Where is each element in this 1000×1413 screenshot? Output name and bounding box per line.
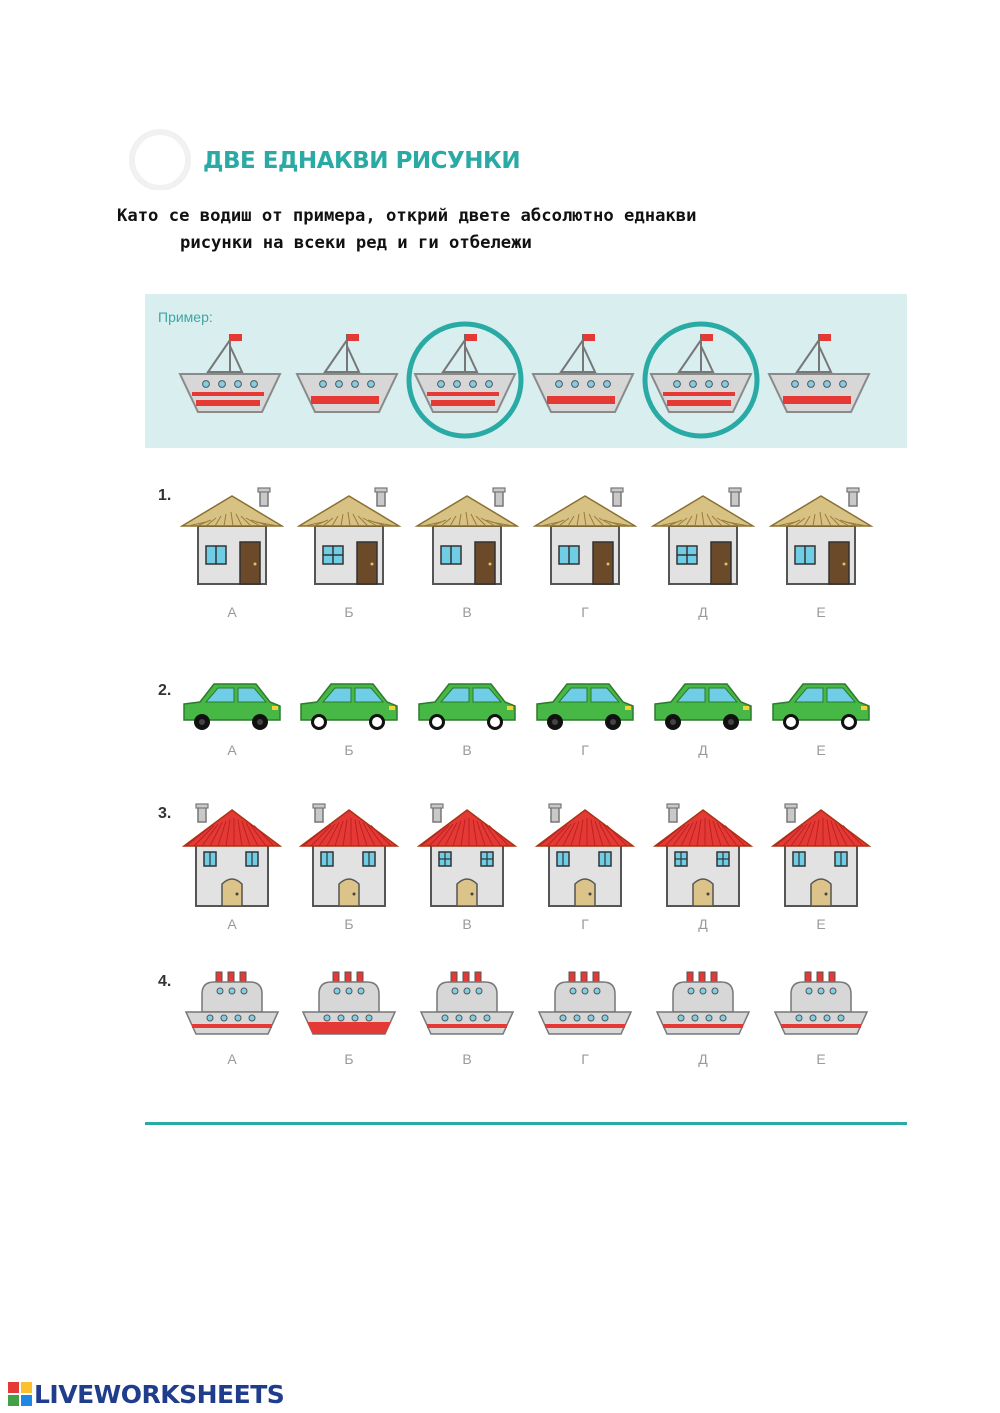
picture-option-4-2[interactable] (297, 966, 407, 1040)
option-letter: Б (344, 1051, 354, 1067)
row-number: 1. (158, 487, 172, 504)
picture-option-4-4[interactable] (533, 966, 643, 1040)
faded-logo-watermark (120, 120, 200, 190)
option-letter: Б (344, 742, 354, 758)
example-circle-mark (403, 318, 513, 442)
liveworksheets-logo (8, 1380, 284, 1412)
picture-option-1-2[interactable] (297, 484, 407, 588)
row-number: 2. (158, 682, 172, 699)
example-boat-2 (295, 326, 405, 426)
picture-option-1-6[interactable] (769, 484, 879, 588)
picture-option-1-5[interactable] (651, 484, 761, 588)
example-label: Пример: (158, 309, 213, 325)
option-letter: Г (581, 604, 589, 620)
picture-option-2-1[interactable] (180, 676, 290, 736)
picture-option-3-4[interactable] (533, 800, 643, 910)
picture-option-4-5[interactable] (651, 966, 761, 1040)
row-number: 3. (158, 805, 172, 822)
option-letter: Б (344, 916, 354, 932)
picture-option-4-1[interactable] (180, 966, 290, 1040)
option-letter: А (227, 1051, 237, 1067)
option-letter: В (462, 742, 472, 758)
instructions (117, 203, 947, 257)
example-boat-1 (178, 326, 288, 426)
picture-option-2-2[interactable] (297, 676, 407, 736)
brand-name: LIVEWORKSHEETS (34, 1380, 285, 1409)
picture-option-1-3[interactable] (415, 484, 525, 588)
example-boat-6 (767, 326, 877, 426)
option-letter: В (462, 604, 472, 620)
example-boat-4 (531, 326, 641, 426)
picture-option-3-5[interactable] (651, 800, 761, 910)
option-letter: А (227, 604, 237, 620)
option-letter: Е (816, 916, 826, 932)
option-letter: Г (581, 742, 589, 758)
picture-option-2-6[interactable] (769, 676, 879, 736)
bottom-divider (145, 1122, 907, 1125)
picture-option-3-2[interactable] (297, 800, 407, 910)
row-number: 4. (158, 973, 172, 990)
option-letter: А (227, 916, 237, 932)
instructions-line-2: рисунки на всеки ред и ги отбележи (180, 233, 532, 253)
page-title: ДВЕ ЕДНАКВИ РИСУНКИ (203, 148, 521, 174)
option-letter: Г (581, 916, 589, 932)
option-letter: Д (698, 742, 708, 758)
picture-option-2-5[interactable] (651, 676, 761, 736)
picture-option-1-1[interactable] (180, 484, 290, 588)
example-circle-mark (639, 318, 749, 442)
liveworksheets-logo-icon (8, 1382, 32, 1412)
option-letter: Г (581, 1051, 589, 1067)
option-letter: Д (698, 1051, 708, 1067)
option-letter: Е (816, 1051, 826, 1067)
picture-option-4-3[interactable] (415, 966, 525, 1040)
option-letter: Д (698, 604, 708, 620)
option-letter: А (227, 742, 237, 758)
option-letter: Д (698, 916, 708, 932)
instructions-line-1: Като се водиш от примера, открий двете абсолютно еднакви (117, 206, 697, 226)
option-letter: Е (816, 742, 826, 758)
picture-option-4-6[interactable] (769, 966, 879, 1040)
picture-option-2-3[interactable] (415, 676, 525, 736)
picture-option-2-4[interactable] (533, 676, 643, 736)
option-letter: Е (816, 604, 826, 620)
option-letter: В (462, 1051, 472, 1067)
picture-option-3-6[interactable] (769, 800, 879, 910)
picture-option-3-3[interactable] (415, 800, 525, 910)
option-letter: В (462, 916, 472, 932)
picture-option-1-4[interactable] (533, 484, 643, 588)
picture-option-3-1[interactable] (180, 800, 290, 910)
option-letter: Б (344, 604, 354, 620)
